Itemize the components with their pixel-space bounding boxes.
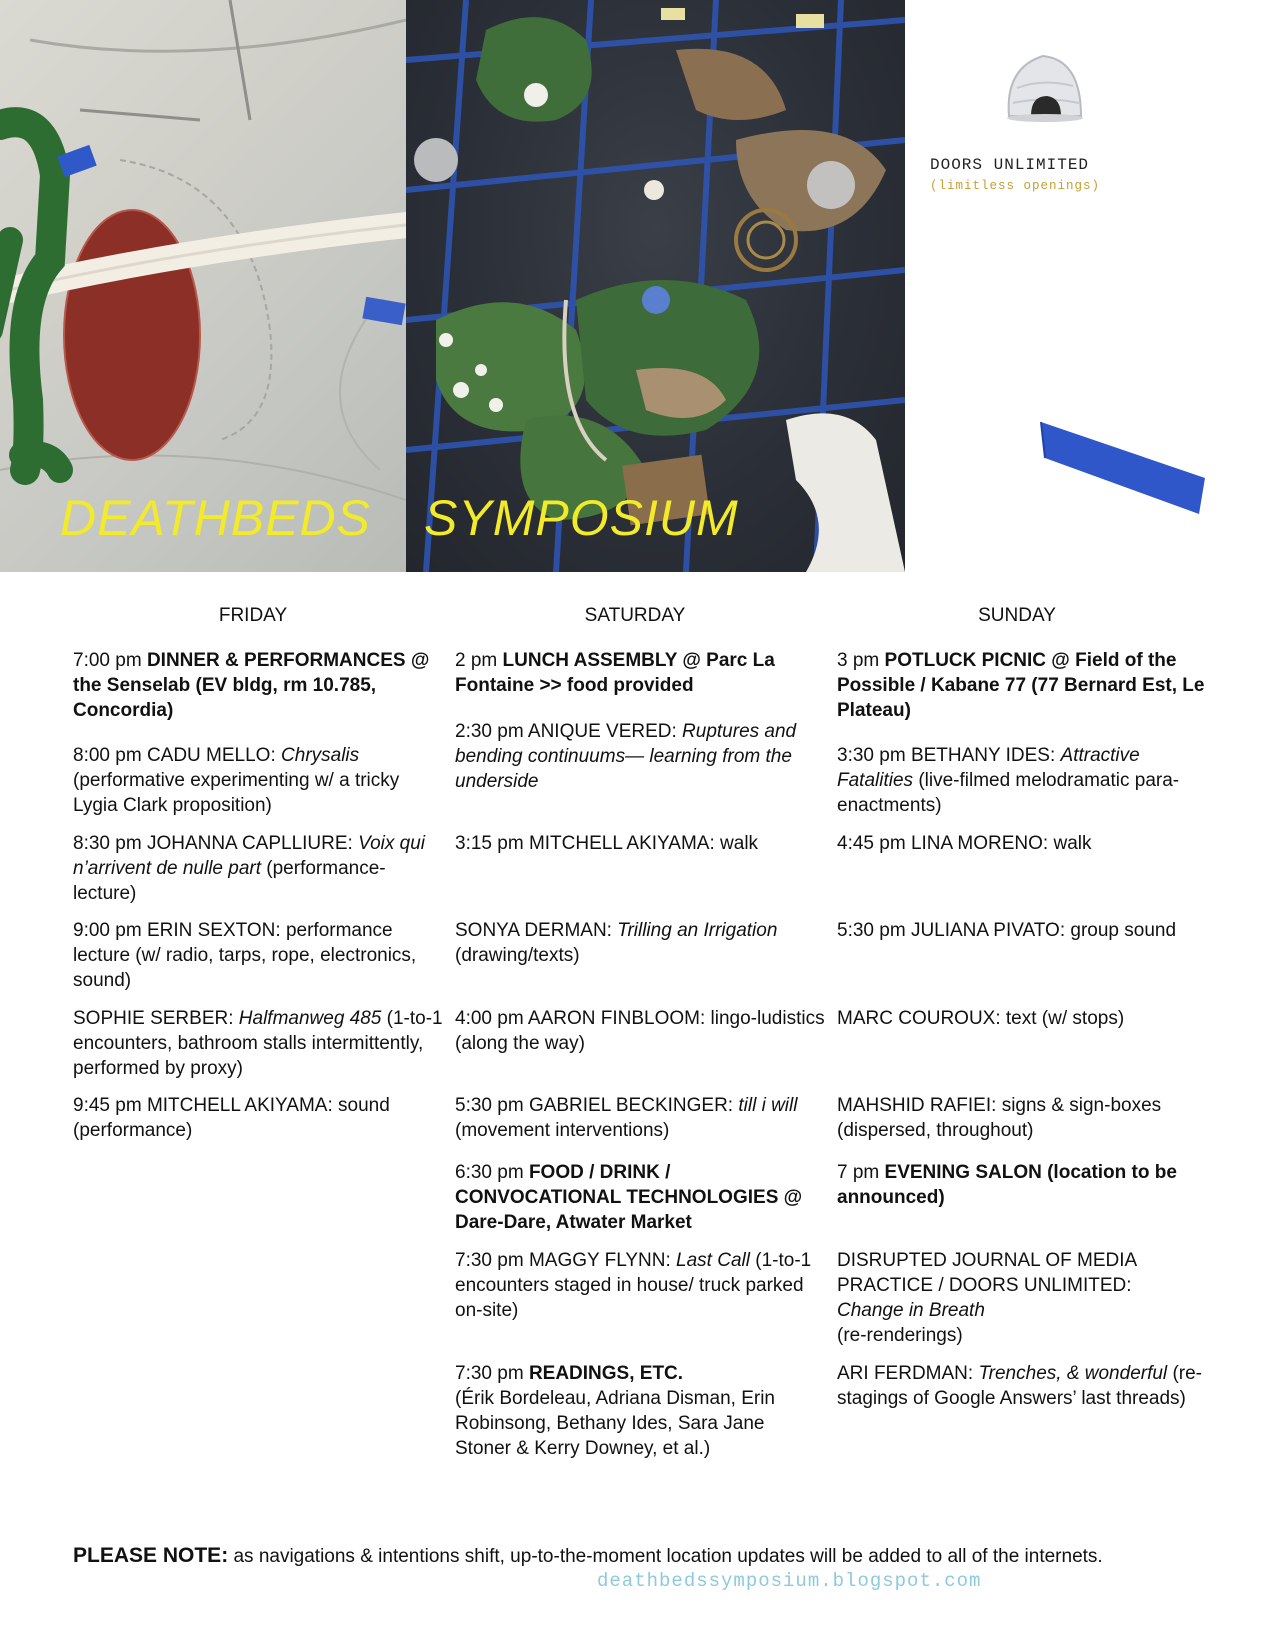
note-label: PLEASE NOTE: [73,1544,229,1567]
event-item: ARI FERDMAN: Trenches, & wonderful (re-stagings of Google Answers’ last threads) [837,1363,1202,1409]
footer-note [73,1544,1103,1569]
header-collage [0,0,905,572]
event-item: 2 pm LUNCH ASSEMBLY @ Parc La Fontaine >> food provided [455,650,775,696]
blue-tape-decoration [1035,418,1210,518]
event-item: 3:30 pm BETHANY IDES: Attractive Fatalities (live-filmed melodramatic para-enactments) [837,745,1180,816]
note-text: as navigations & intentions shift, up-to-the-moment location updates will be added to all of the internets. [233,1546,1103,1567]
event-item: 4:45 pm LINA MORENO: walk [837,833,1092,854]
event-item: 5:30 pm JULIANA PIVATO: group sound [837,920,1177,941]
day-heading: SATURDAY [584,605,686,626]
event-item: MAHSHID RAFIEI: signs & sign-boxes (dispersed, throughout) [837,1095,1162,1141]
title-word-deathbeds: DEATHBEDS [60,490,371,546]
day-heading: FRIDAY [218,605,288,626]
event-item: 7:30 pm MAGGY FLYNN: Last Call (1-to-1 encounters staged in house/ truck parked on-site) [455,1250,812,1321]
event-item: 3 pm POTLUCK PICNIC @ Field of the Possible / Kabane 77 (77 Bernard Est, Le Plateau) [837,650,1205,721]
event-item: DISRUPTED JOURNAL OF MEDIA PRACTICE / DOORS UNLIMITED: Change in Breath (re-renderings) [837,1250,1137,1346]
event-item: 8:00 pm CADU MELLO: Chrysalis (performative experimenting w/ a tricky Lygia Clark proposition) [73,745,400,816]
event-item: 7 pm EVENING SALON (location to be announced) [837,1162,1177,1208]
brand-name: DOORS UNLIMITED [930,156,1090,174]
event-item: 3:15 pm MITCHELL AKIYAMA: walk [455,833,759,854]
day-heading: SUNDAY [978,605,1056,626]
event-item: MARC COUROUX: text (w/ stops) [837,1008,1125,1029]
event-item: 9:00 pm ERIN SEXTON: performance lecture (w/ radio, tarps, rope, electronics, sound) [73,920,417,991]
event-item: 7:30 pm READINGS, ETC. (Érik Bordeleau, Adriana Disman, Erin Robinsong, Bethany Ides, Sara Jane Stoner & Kerry Downey, et al.) [455,1363,775,1459]
igloo-icon [1003,48,1085,122]
fabric-illustration [0,0,406,572]
event-item: 8:30 pm JOHANNA CAPLLIURE: Voix qui n’arrivent de nulle part (performance-lecture) [73,833,426,904]
title-word-symposium: SYMPOSIUM [424,490,739,546]
assemblage-photo-panel [406,0,905,572]
event-item: SONYA DERMAN: Trilling an Irrigation (drawing/texts) [455,920,778,966]
schedule [73,604,1213,1504]
event-item: 5:30 pm GABRIEL BECKINGER: till i will (movement interventions) [455,1095,798,1141]
assemblage-illustration [406,0,905,572]
fabric-photo-panel [0,0,406,572]
event-item: SOPHIE SERBER: Halfmanweg 485 (1-to-1 encounters, bathroom stalls intermittently, performed by proxy) [73,1008,443,1079]
event-item: 7:00 pm DINNER & PERFORMANCES @ the Senselab (EV bldg, rm 10.785, Concordia) [73,650,430,721]
event-item: 6:30 pm FOOD / DRINK / CONVOCATIONAL TECHNOLOGIES @ Dare-Dare, Atwater Market [455,1162,803,1233]
blog-url-link[interactable]: deathbedssymposium.blogspot.com [597,1570,982,1592]
brand-tagline: (limitless openings) [930,179,1101,193]
event-item: 2:30 pm ANIQUE VERED: Ruptures and bending continuums— learning from the underside [455,721,797,792]
event-item: 9:45 pm MITCHELL AKIYAMA: sound (performance) [73,1095,390,1141]
event-item: 4:00 pm AARON FINBLOOM: lingo-ludistics (along the way) [455,1008,825,1054]
